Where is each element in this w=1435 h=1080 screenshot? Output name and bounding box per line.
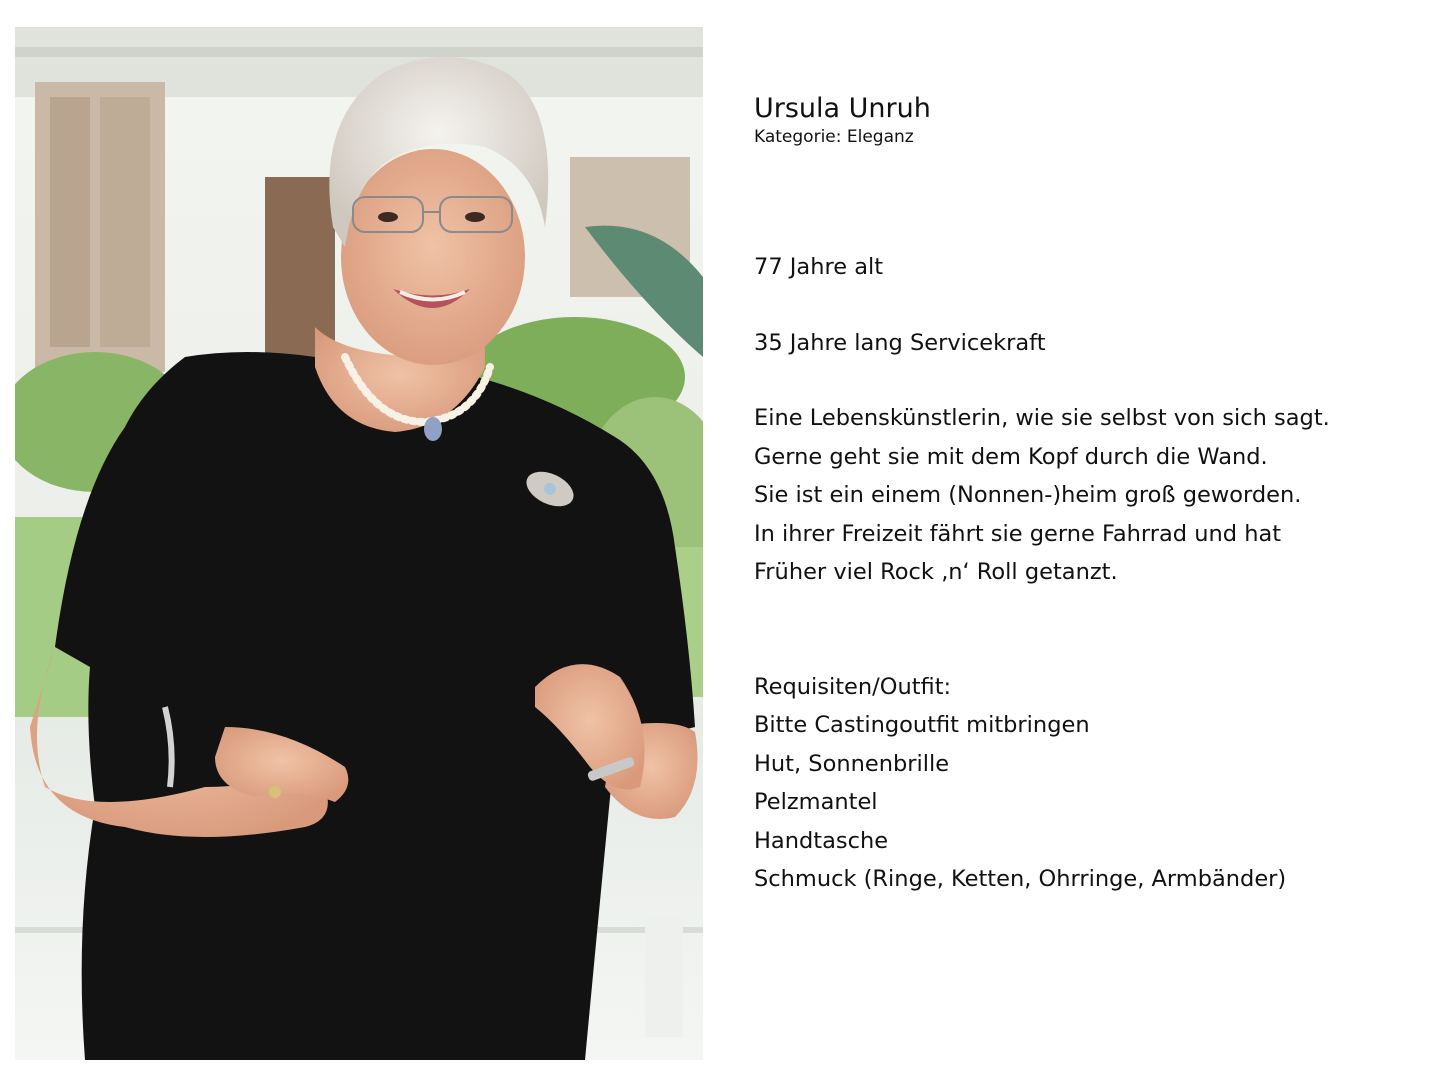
props-item: Handtasche (754, 827, 889, 854)
profile-info (754, 92, 1424, 899)
props-block (754, 668, 1424, 899)
age-text: 77 Jahre alt (754, 254, 884, 280)
props-heading: Requisiten/Outfit: (754, 673, 952, 700)
bio-line: Gerne geht sie mit dem Kopf durch die Wand. (754, 443, 1268, 470)
person-name: Ursula Unruh (754, 93, 931, 124)
bio-line: Sie ist ein einem (Nonnen-)heim groß geworden. (754, 482, 1302, 508)
props-item: Pelzmantel (754, 789, 878, 815)
props-item: Schmuck (Ringe, Ketten, Ohrringe, Armbänder) (754, 866, 1287, 892)
bio-line: Früher viel Rock ‚n‘ Roll getanzt. (754, 559, 1118, 585)
category-label: Kategorie: Eleganz (754, 127, 914, 147)
career-text: 35 Jahre lang Servicekraft (754, 329, 1046, 356)
bio-block (754, 399, 1424, 592)
props-item: Hut, Sonnenbrille (754, 750, 950, 777)
props-item: Bitte Castingoutfit mitbringen (754, 712, 1090, 738)
bio-line: In ihrer Freizeit fährt sie gerne Fahrrad und hat (754, 520, 1282, 547)
portrait-photo (15, 27, 703, 1060)
bio-line: Eine Lebenskünstlerin, wie sie selbst von sich sagt. (754, 405, 1330, 431)
